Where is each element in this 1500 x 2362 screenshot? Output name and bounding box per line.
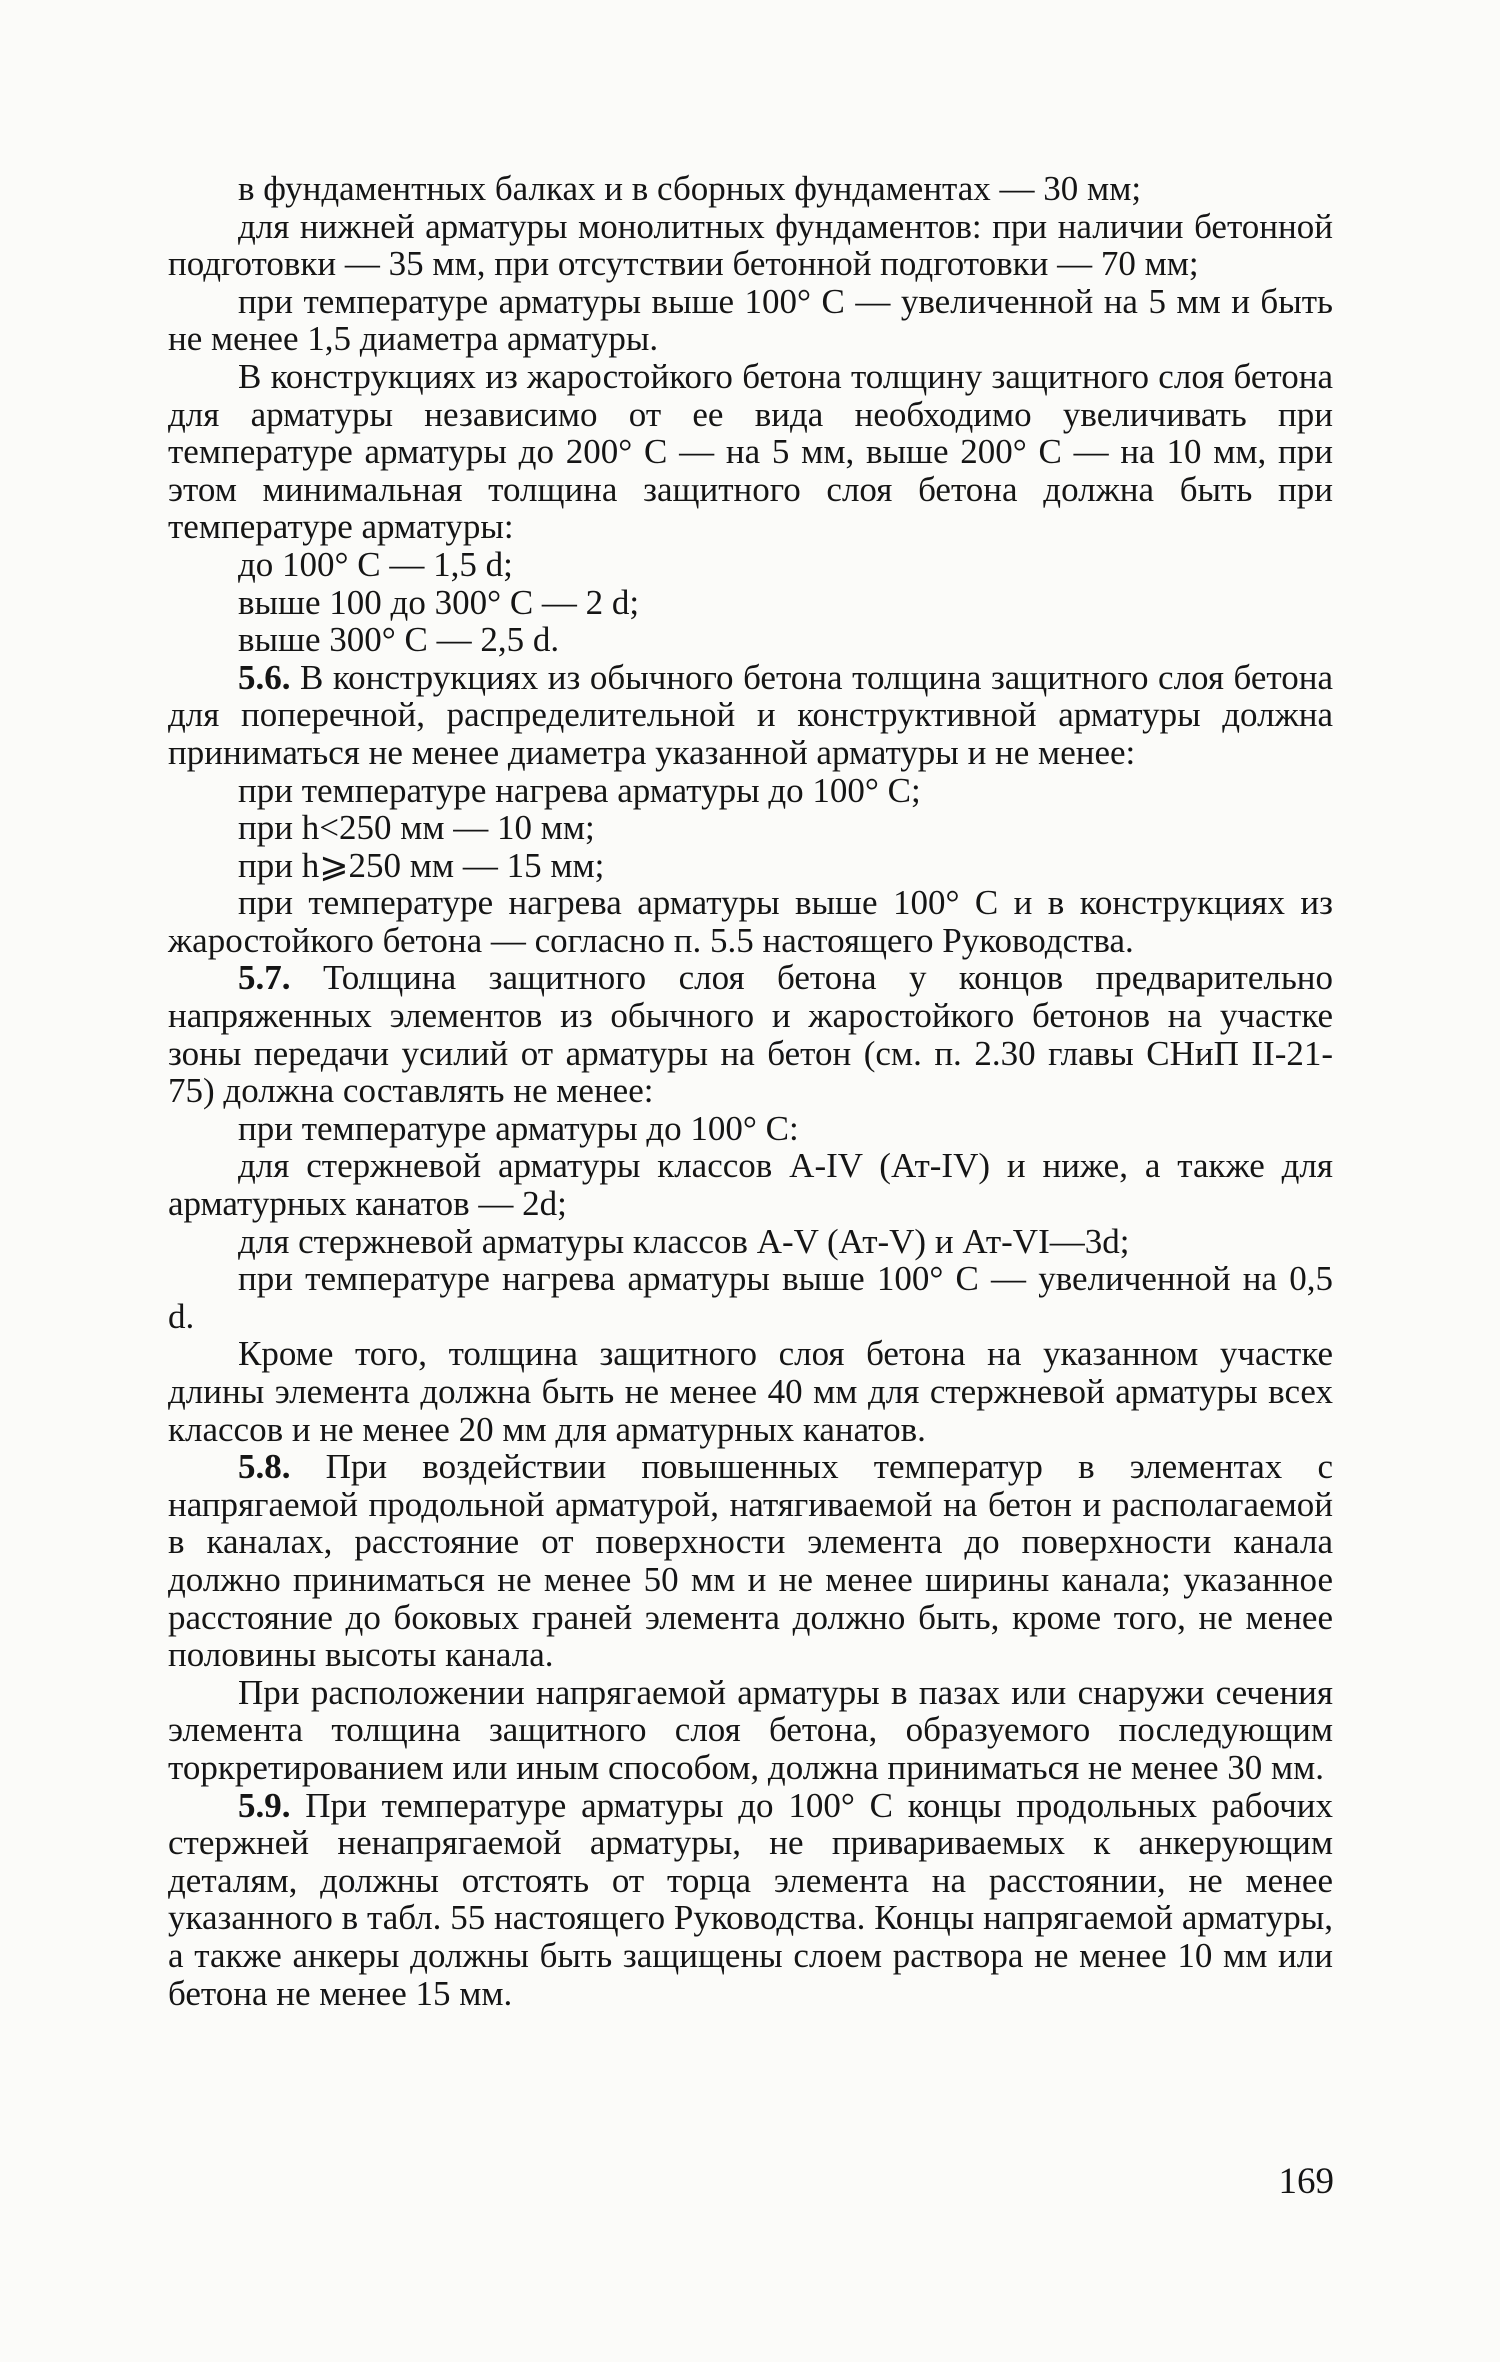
list-line: выше 100 до 300° С — 2 d; bbox=[238, 582, 640, 622]
paragraph: В конструкциях из жаростойкого бетона толщину защитного слоя бетона для арматуры независимо от ее вида необходимо увеличивать при температуре арматуры до 200° С — на 5 мм, выше 200° С — на 10 мм, при этом минимальная толщина защитного слоя бетона должна быть при температуре арматуры: bbox=[168, 356, 1333, 547]
paragraph-section-5-9: 5.9. При температуре арматуры до 100° С концы продольных рабочих стержней ненапрягаемой арматуры, не привариваемых к анкерующим деталям, должны отстоять от торца элемента на расстоянии, не менее указанного в табл. 55 настоящего Руководства. Концы напрягаемой арматуры, а также анкеры должны быть защищены слоем раствора не менее 10 мм или бетона не менее 15 мм. bbox=[168, 1785, 1333, 2013]
paragraph: при температуре арматуры выше 100° С — увеличенной на 5 мм и быть не менее 1,5 диаметра арматуры. bbox=[168, 281, 1333, 359]
list-line: при h<250 мм — 10 мм; bbox=[238, 808, 595, 848]
paragraph: в фундаментных балках и в сборных фундаментах — 30 мм; bbox=[238, 169, 1142, 208]
paragraph: При расположении напрягаемой арматуры в пазах или снаружи сечения элемента толщина защитного слоя бетона, образуемого последующим торкретированием или иным способом, должна приниматься не менее 30 мм. bbox=[168, 1672, 1333, 1787]
section-number: 5.7. bbox=[238, 958, 291, 998]
paragraph-section-5-6: 5.6. В конструкциях из обычного бетона толщина защитного слоя бетона для поперечной, распределительной и конструктивной арматуры должна приниматься не менее диаметра указанной арматуры и не менее: bbox=[168, 657, 1333, 772]
list-line: при h⩾250 мм — 15 мм; bbox=[238, 845, 605, 885]
paragraph-section-5-7: 5.7. Толщина защитного слоя бетона у концов предварительно напряженных элементов из обычного и жаростойкого бетонов на участке зоны передачи усилий от арматуры на бетон (см. п. 2.30 главы СНиП II-21-75) должна составлять не менее: bbox=[168, 958, 1334, 1111]
list-line: до 100° С — 1,5 d; bbox=[238, 544, 513, 584]
section-number: 5.9. bbox=[238, 1785, 291, 1825]
list-line: для стержневой арматуры классов A-V (Ат-V) и Ат-VI—3d; bbox=[238, 1221, 1130, 1261]
paragraph: при температуре нагрева арматуры выше 100° С — увеличенной на 0,5 d. bbox=[168, 1259, 1333, 1336]
list-line: при температуре арматуры до 100° С: bbox=[238, 1108, 799, 1148]
paragraph: для стержневой арматуры классов A-IV (Ат-IV) и ниже, а также для арматурных канатов — 2d; bbox=[168, 1146, 1333, 1224]
paragraph-section-5-8: 5.8. При воздействии повышенных температур в элементах с напрягаемой продольной арматурой, натягиваемой на бетон и располагаемой в каналах, расстояние от поверхности элемента до поверхности канала должно приниматься не менее 50 мм и не менее ширины канала; указанное расстояние до боковых граней элемента должно быть, кроме того, не менее половины высоты канала. bbox=[168, 1447, 1333, 1675]
paragraph: для нижней арматуры монолитных фундаментов: при наличии бетонной подготовки — 35 мм, при отсутствии бетонной подготовки — 70 мм; bbox=[168, 206, 1333, 284]
section-number: 5.8. bbox=[238, 1447, 291, 1487]
list-line: выше 300° С — 2,5 d. bbox=[238, 620, 560, 660]
page-number: 169 bbox=[1278, 2161, 1334, 2202]
body-text bbox=[168, 170, 1333, 2012]
paragraph: Кроме того, толщина защитного слоя бетона на указанном участке длины элемента должна быть не менее 40 мм для стержневой арматуры всех классов и не менее 20 мм для арматурных канатов. bbox=[168, 1334, 1333, 1449]
list-line: при температуре нагрева арматуры до 100° С; bbox=[238, 770, 921, 810]
paragraph: при температуре нагрева арматуры выше 100° С и в конструкциях из жаростойкого бетона — согласно п. 5.5 настоящего Руководства. bbox=[168, 883, 1333, 960]
section-number: 5.6. bbox=[238, 657, 291, 697]
